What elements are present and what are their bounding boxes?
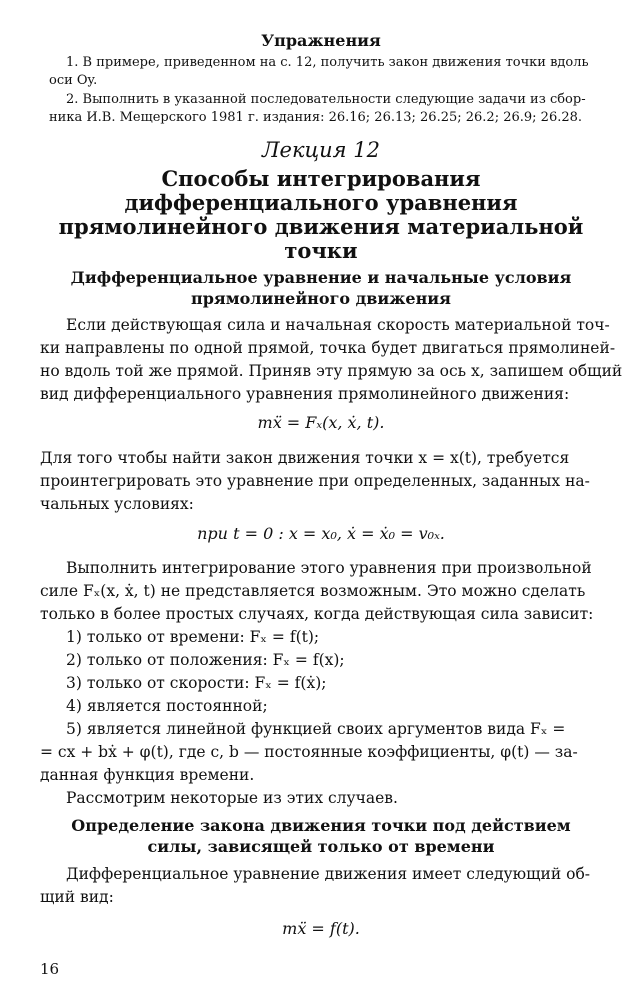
section1-closing: Рассмотрим некоторые из этих случаев. [66,789,398,807]
equation-motion: mẍ = Fₓ(x, ẋ, t). [257,413,385,432]
lecture-title-line-2: дифференциального уравнения [124,190,518,215]
para2-line-3: чальных условиях: [40,495,194,513]
lecture-title-line-4: точки [284,238,358,263]
section1-heading-line-2: прямолинейного движения [190,289,451,308]
case-5-line-1: 5) является линейной функцией своих аргументов вида Fₓ = [66,720,566,738]
para1-line-1: Если действующая сила и начальная скорость материальной точ- [66,316,610,334]
exercise-1-line-1: 1. В примере, приведенном на с. 12, получить закон движения точки вдоль [66,55,589,70]
para1-line-2: ки направлены по одной прямой, точка будет двигаться прямолиней- [40,339,616,357]
case-2: 2) только от положения: Fₓ = f(x); [66,651,345,669]
exercise-2-line-1: 2. Выполнить в указанной последовательности следующие задачи из сбор- [66,92,586,107]
para3-line-1: Выполнить интегрирование этого уравнения при произвольной [66,559,592,577]
case-4: 4) является постоянной; [66,697,268,715]
equation-time-force: mẍ = f(t). [282,919,360,938]
para1-line-4: вид дифференциального уравнения прямолинейного движения: [40,385,570,403]
section1-heading-line-1: Дифференциальное уравнение и начальные условия [70,268,572,287]
lecture-title-line-3: прямолинейного движения материальной [58,214,584,239]
lecture-title-line-1: Способы интегрирования [161,166,481,191]
case-5-line-3: данная функция времени. [40,766,255,784]
case-1: 1) только от времени: Fₓ = f(t); [66,628,320,646]
section2-para-line-2: щий вид: [40,888,114,906]
section2-para-line-1: Дифференциальное уравнение движения имеет следующий об- [66,865,591,883]
section2-heading-line-2: силы, зависящей только от времени [147,837,495,856]
exercise-2-line-2: ника И.В. Мещерского 1981 г. издания: 26.16; 26.13; 26.25; 26.2; 26.9; 26.28. [49,110,583,125]
para1-line-3: но вдоль той же прямой. Приняв эту прямую за ось x, запишем общий [40,362,623,380]
para3-line-3: только в более простых случаях, когда действующая сила зависит: [40,605,594,623]
exercise-1-line-2: оси Oy. [49,73,98,88]
case-3: 3) только от скорости: Fₓ = f(ẋ); [66,674,327,692]
case-5-line-2: = cx + bẋ + φ(t), где c, b — постоянные коэффициенты, φ(t) — за- [40,743,578,761]
para3-line-2: силе Fₓ(x, ẋ, t) не представляется возможным. Это можно сделать [40,582,586,600]
para2-line-1: Для того чтобы найти закон движения точки x = x(t), требуется [40,449,570,467]
lecture-label: Лекция 12 [262,138,380,162]
section2-heading-line-1: Определение закона движения точки под действием [71,816,571,835]
equation-initial-conditions: при t = 0 : x = x₀, ẋ = ẋ₀ = v₀ₓ. [197,524,445,543]
page-number: 16 [40,960,60,978]
exercises-heading: Упражнения [261,31,381,50]
para2-line-2: проинтегрировать это уравнение при определенных, заданных на- [40,472,590,490]
